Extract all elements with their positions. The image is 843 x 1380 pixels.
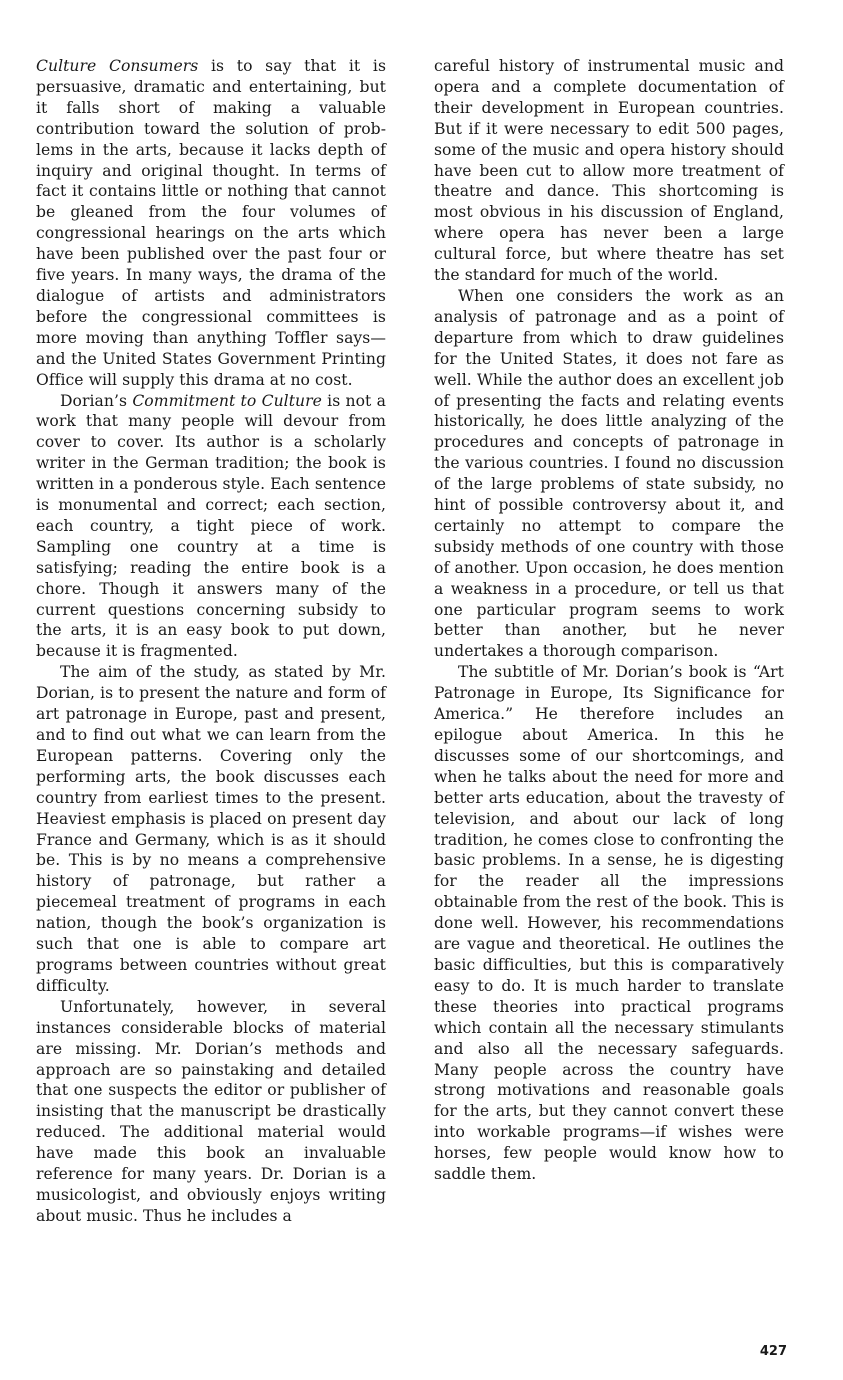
left-paragraph-1-text: is to say that it is persuasive, dramatic and entertaining, but it falls short of making a valuable contribution toward the solution of problems in the arts, because it lacks depth of inquiry and original thought. In terms of fact it contains little or nothing that cannot be gleaned from the four volumes of congressional hearings on the arts which have been published over the past four or five years. In many ways, the drama of the dialogue of artists and administrators before the congressional committees is more moving than anything Toffler says—and the United States Government Printing Office will supply this drama at no cost.: [36, 57, 386, 389]
book-title-commitment-to-culture: Commitment to Culture: [132, 391, 322, 410]
left-column: [36, 56, 386, 1227]
page-number: 427: [759, 1344, 787, 1359]
left-paragraph-2-prefix: Dorian’s: [60, 391, 133, 410]
left-paragraph-2: [36, 391, 386, 663]
right-column: [434, 56, 784, 1185]
right-paragraph-1: careful history of instrumental music and opera and a complete documentation of their development in European countries. But if it were necessary to edit 500 pages, some of the music and opera history should have been cut to allow more treatment of theatre and dance. This shortcoming is most obvious in his discussion of England, where opera has never been a large cultural force, but where theatre has set the standard for much of the world.: [434, 57, 784, 285]
right-paragraph-2: When one considers the work as an analysis of patronage and as a point of departure from which to draw guidelines for the United States, it does not fare as well. While the author does an excellent job of presenting the facts and relating events historically, he does little analyzing of the procedures and concepts of patronage in the various countries. I found no discussion of the large problems of state subsidy, no hint of possible controversy about it, and certainly no attempt to compare the subsidy methods of one country with those of another. Upon occasion, he does mention a weakness in a procedure, or tell us that one particular program seems to work better than another, but he never undertakes a thorough comparison.: [434, 286, 784, 661]
right-paragraph-3: The subtitle of Mr. Dorian’s book is “Art Patronage in Europe, Its Significance for America.” He therefore includes an epilogue about America. In this he discusses some of our shortcomings, and when he talks about the need for more and better arts education, about the travesty of television, and about our lack of long tradition, he comes close to confronting the basic problems. In a sense, he is digesting for the reader all the impressions obtainable from the rest of the book. This is done well. However, his recommendations are vague and theoretical. He outlines the basic difficulties, but this is comparatively easy to do. It is much harder to translate these theories into practical programs which contain all the necessary stimulants and also all the necessary safeguards. Many people across the country have strong motivations and reasonable goals for the arts, but they cannot convert these into workable programs—if wishes were horses, few people would know how to saddle them.: [434, 663, 784, 1184]
left-paragraph-1: [36, 56, 386, 391]
left-paragraph-3: The aim of the study, as stated by Mr. Dorian, is to present the nature and form of art patronage in Europe, past and present, and to find out what we can learn from the European patterns. Covering only the performing arts, the book discusses each country from earliest times to the present. Heaviest emphasis is placed on present day France and Germany, which is as it should be. This is by no means a comprehensive history of patronage, but rather a piecemeal treatment of programs in each nation, though the book’s organization is such that one is able to compare art programs between countries without great difficulty.: [36, 663, 386, 995]
left-paragraph-4: Unfortunately, however, in several instances considerable blocks of material are missing. Mr. Dorian’s methods and approach are so painstaking and detailed that one suspects the editor or publisher of insisting that the manuscript be drastically reduced. The additional material would have made this book an invaluable reference for many years. Dr. Dorian is a musicologist, and obviously enjoys writing about music. Thus he includes a: [36, 997, 386, 1225]
left-paragraph-2-text: is not a work that many people will devour from cover to cover. Its author is a scholarly writer in the German tradition; the book is written in a ponderous style. Each sentence is monumental and correct; each section, each country, a tight piece of work. Sampling one country at a time is satisfying; reading the entire book is a chore. Though it answers many of the current questions concerning subsidy to the arts, it is an easy book to put down, because it is fragmented.: [36, 391, 386, 661]
book-title-culture-consumers: Culture Consumers: [36, 57, 199, 75]
